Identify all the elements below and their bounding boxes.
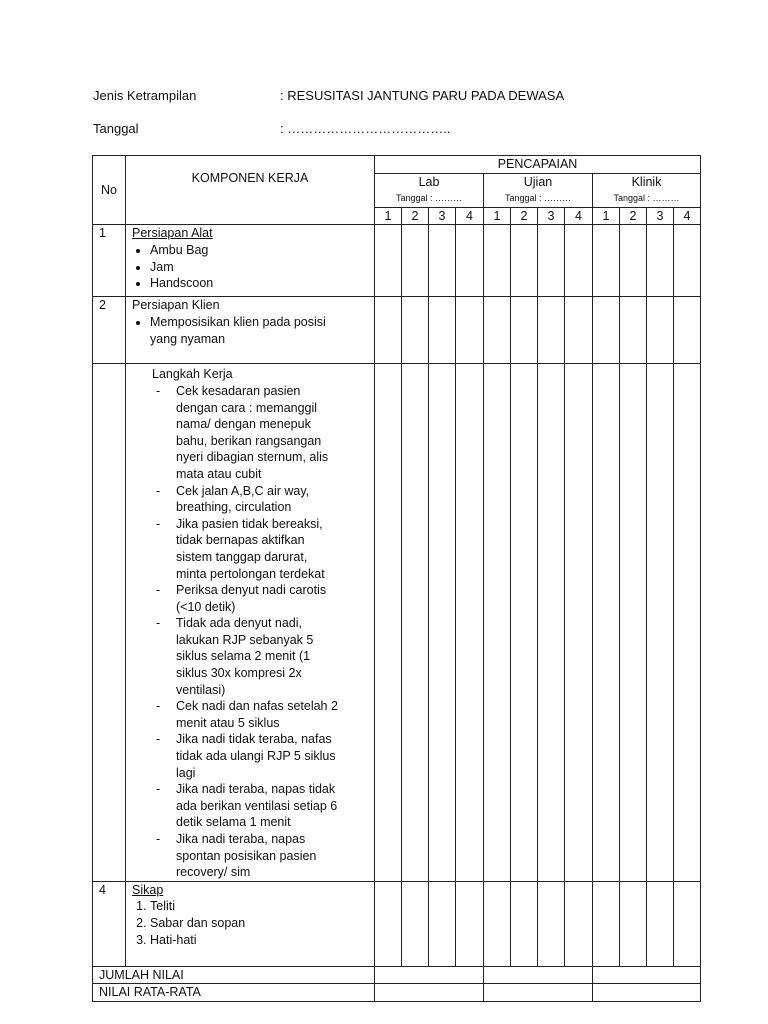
- score-cell[interactable]: [484, 881, 511, 966]
- score-cell[interactable]: [429, 364, 456, 881]
- date-value: : ………………………………..: [280, 121, 451, 136]
- jumlah-ujian-cell[interactable]: [484, 966, 593, 984]
- score-cell[interactable]: [484, 225, 511, 297]
- score-cell[interactable]: [456, 297, 484, 364]
- col-no-header: No: [93, 156, 126, 225]
- score-cell[interactable]: [511, 225, 538, 297]
- score-cell[interactable]: [538, 297, 565, 364]
- score-cell[interactable]: [456, 881, 484, 966]
- score-header: 4: [456, 207, 484, 225]
- rata-lab-cell[interactable]: [375, 984, 484, 1002]
- score-header: 2: [511, 207, 538, 225]
- score-cell[interactable]: [674, 297, 701, 364]
- score-cell[interactable]: [375, 881, 402, 966]
- score-cell[interactable]: [620, 225, 647, 297]
- group-ujian-tanggal: Tanggal : ………: [484, 190, 593, 207]
- list-item: - Jika nadi tidak teraba, nafas tidak ada ulangi RJP 5 siklus lagi: [152, 731, 340, 781]
- score-cell[interactable]: [511, 297, 538, 364]
- row-number: 4: [93, 881, 126, 966]
- col-pencapaian-header: PENCAPAIAN: [375, 156, 701, 174]
- score-cell[interactable]: [456, 225, 484, 297]
- score-cell[interactable]: [565, 297, 593, 364]
- row-title: Langkah Kerja: [152, 367, 233, 382]
- list-item: 3. Hati-hati: [150, 932, 370, 949]
- score-header: 1: [593, 207, 620, 225]
- table-row: [93, 297, 701, 364]
- list-item: - Cek jalan A,B,C air way, breathing, circulation: [152, 483, 340, 516]
- score-cell[interactable]: [647, 881, 674, 966]
- group-lab-tanggal: Tanggal : ………: [375, 190, 484, 207]
- score-cell[interactable]: [593, 881, 620, 966]
- table-row: [93, 881, 701, 966]
- table-row: [93, 225, 701, 297]
- score-cell[interactable]: [647, 225, 674, 297]
- score-cell[interactable]: [674, 881, 701, 966]
- score-header: 2: [620, 207, 647, 225]
- list-item: • Handscoon: [150, 275, 370, 292]
- row-title: Persiapan Klien: [132, 298, 220, 313]
- score-cell[interactable]: [565, 225, 593, 297]
- row-number: [93, 364, 126, 881]
- list-item: - Cek nadi dan nafas setelah 2 menit atau 5 siklus: [152, 698, 340, 731]
- score-cell[interactable]: [402, 225, 429, 297]
- score-cell[interactable]: [511, 364, 538, 881]
- score-cell[interactable]: [484, 364, 511, 881]
- jumlah-lab-cell[interactable]: [375, 966, 484, 984]
- score-cell[interactable]: [484, 297, 511, 364]
- score-cell[interactable]: [565, 881, 593, 966]
- group-klinik-tanggal: Tanggal : ………: [593, 190, 701, 207]
- rata-ujian-cell[interactable]: [484, 984, 593, 1002]
- group-ujian: Ujian: [484, 173, 593, 190]
- row-title: Persiapan Alat: [132, 226, 213, 241]
- list-item: 1. Teliti: [150, 898, 370, 915]
- score-cell[interactable]: [674, 225, 701, 297]
- score-cell[interactable]: [674, 364, 701, 881]
- list-item: - Cek kesadaran pasien dengan cara : memanggil nama/ dengan menepuk bahu, berikan rangsangan nyeri dibagian sternum, alis mata atau cubit: [152, 383, 340, 483]
- date-label: Tanggal: [93, 121, 139, 136]
- jumlah-klinik-cell[interactable]: [593, 966, 701, 984]
- score-header: 4: [565, 207, 593, 225]
- score-cell[interactable]: [593, 225, 620, 297]
- row-content: [126, 364, 375, 881]
- list-item: - Jika nadi teraba, napas tidak ada berikan ventilasi setiap 6 detik selama 1 menit: [152, 781, 340, 831]
- row-content: [126, 225, 375, 297]
- score-cell[interactable]: [620, 297, 647, 364]
- skill-label: Jenis Ketrampilan: [93, 88, 197, 103]
- group-lab: Lab: [375, 173, 484, 190]
- score-header: 3: [429, 207, 456, 225]
- score-cell[interactable]: [429, 225, 456, 297]
- item-list: [132, 314, 370, 347]
- score-cell[interactable]: [402, 881, 429, 966]
- rata-row: [93, 984, 701, 1002]
- row-title: Sikap: [132, 882, 164, 897]
- score-cell[interactable]: [511, 881, 538, 966]
- score-header: 3: [538, 207, 565, 225]
- list-item: • Memposisikan klien pada posisi yang nyaman: [150, 314, 340, 347]
- list-item: - Periksa denyut nadi carotis (<10 detik): [152, 582, 340, 615]
- col-komponen-header: KOMPONEN KERJA: [126, 156, 375, 225]
- score-header: 3: [647, 207, 674, 225]
- table-row: [93, 364, 701, 881]
- list-item: • Ambu Bag: [150, 242, 370, 259]
- score-cell[interactable]: [429, 881, 456, 966]
- list-item: - Tidak ada denyut nadi, lakukan RJP sebanyak 5 siklus selama 2 menit (1 siklus 30x kompresi 2x ventilasi): [152, 615, 340, 698]
- score-cell[interactable]: [402, 297, 429, 364]
- skill-value: : RESUSITASI JANTUNG PARU PADA DEWASA: [280, 88, 565, 103]
- score-cell[interactable]: [402, 364, 429, 881]
- row-number: 2: [93, 297, 126, 364]
- list-item: - Jika nadi teraba, napas spontan posisikan pasien recovery/ sim: [152, 831, 340, 881]
- score-header: 1: [375, 207, 402, 225]
- assessment-table: [92, 155, 701, 1002]
- item-list: [132, 898, 370, 948]
- score-cell[interactable]: [593, 364, 620, 881]
- score-header: 1: [484, 207, 511, 225]
- score-header: 2: [402, 207, 429, 225]
- score-cell[interactable]: [593, 297, 620, 364]
- score-cell[interactable]: [620, 364, 647, 881]
- score-cell[interactable]: [429, 297, 456, 364]
- score-cell[interactable]: [538, 364, 565, 881]
- score-cell[interactable]: [538, 225, 565, 297]
- score-cell[interactable]: [647, 297, 674, 364]
- row-number: 1: [93, 225, 126, 297]
- rata-klinik-cell[interactable]: [593, 984, 701, 1002]
- list-item: - Jika pasien tidak bereaksi, tidak bernapas aktifkan sistem tanggap darurat, minta pertolongan terdekat: [152, 516, 340, 582]
- jumlah-label: JUMLAH NILAI: [93, 966, 375, 984]
- item-list: [132, 242, 370, 292]
- list-item: • Jam: [150, 259, 370, 276]
- score-cell[interactable]: [565, 364, 593, 881]
- step-list: [132, 383, 370, 881]
- score-cell[interactable]: [375, 364, 402, 881]
- score-cell[interactable]: [456, 364, 484, 881]
- jumlah-row: [93, 966, 701, 984]
- rata-label: NILAI RATA-RATA: [93, 984, 375, 1002]
- list-item: 2. Sabar dan sopan: [150, 915, 370, 932]
- score-cell[interactable]: [375, 225, 402, 297]
- score-cell[interactable]: [538, 881, 565, 966]
- score-cell[interactable]: [375, 297, 402, 364]
- group-klinik: Klinik: [593, 173, 701, 190]
- row-content: [126, 881, 375, 966]
- score-cell[interactable]: [647, 364, 674, 881]
- score-header: 4: [674, 207, 701, 225]
- row-content: [126, 297, 375, 364]
- score-cell[interactable]: [620, 881, 647, 966]
